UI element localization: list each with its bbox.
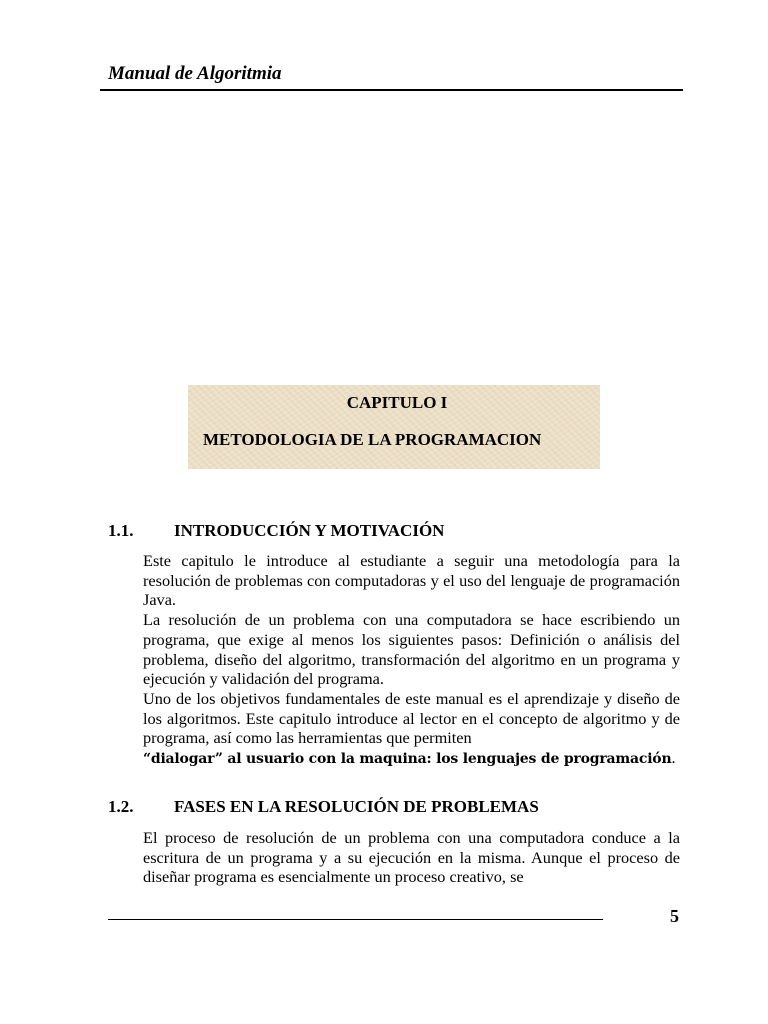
section-heading [108, 796, 680, 818]
section-number: 1.2. [108, 797, 134, 816]
header-rule [100, 89, 683, 91]
section-title: FASES EN LA RESOLUCIÓN DE PROBLEMAS [174, 797, 539, 816]
paragraph-final-line [143, 748, 680, 770]
section-body [143, 551, 680, 770]
section-title: INTRODUCCIÓN Y MOTIVACIÓN [174, 521, 445, 540]
paragraph: La resolución de un problema con una computadora se hace escribiendo un programa, que exige al menos los siguientes pasos: Definición o análisis del problema, diseño del algoritmo, transformación del algoritmo en un programa y ejecución y validación del programa. [143, 610, 680, 689]
section-number: 1.1. [108, 521, 134, 540]
paragraph: Uno de los objetivos fundamentales de este manual es el aprendizaje y diseño de los algoritmos. Este capitulo introduce al lector en el concepto de algoritmo y de programa, así como las herramientas que permiten [143, 688, 680, 748]
running-header-title: Manual de Algoritmia [108, 63, 282, 84]
page-number: 5 [670, 906, 679, 926]
footer-rule [108, 919, 603, 920]
paragraph: El proceso de resolución de un problema con una computadora conduce a la escritura de un programa y a su ejecución en la misma. Aunque el proceso de diseñar programa es esencialmente un proceso creativo, se [143, 828, 680, 887]
section-body [143, 828, 680, 887]
bold-quoted-text: “dialogar” al usuario con la maquina: los lenguajes de programación [143, 751, 672, 768]
page-footer [108, 905, 683, 929]
chapter-title-box [188, 385, 600, 469]
chapter-title: METODOLOGIA DE LA PROGRAMACION [203, 430, 542, 449]
final-punctuation: . [671, 748, 676, 768]
section-fases [108, 796, 680, 887]
section-heading [108, 520, 680, 542]
page-header [108, 62, 683, 86]
paragraph: Este capitulo le introduce al estudiante a seguir una metodología para la resolución de problemas con computadoras y el uso del lenguaje de programación Java. [143, 551, 680, 610]
chapter-number: CAPITULO I [346, 393, 448, 412]
section-introduccion [108, 520, 680, 770]
